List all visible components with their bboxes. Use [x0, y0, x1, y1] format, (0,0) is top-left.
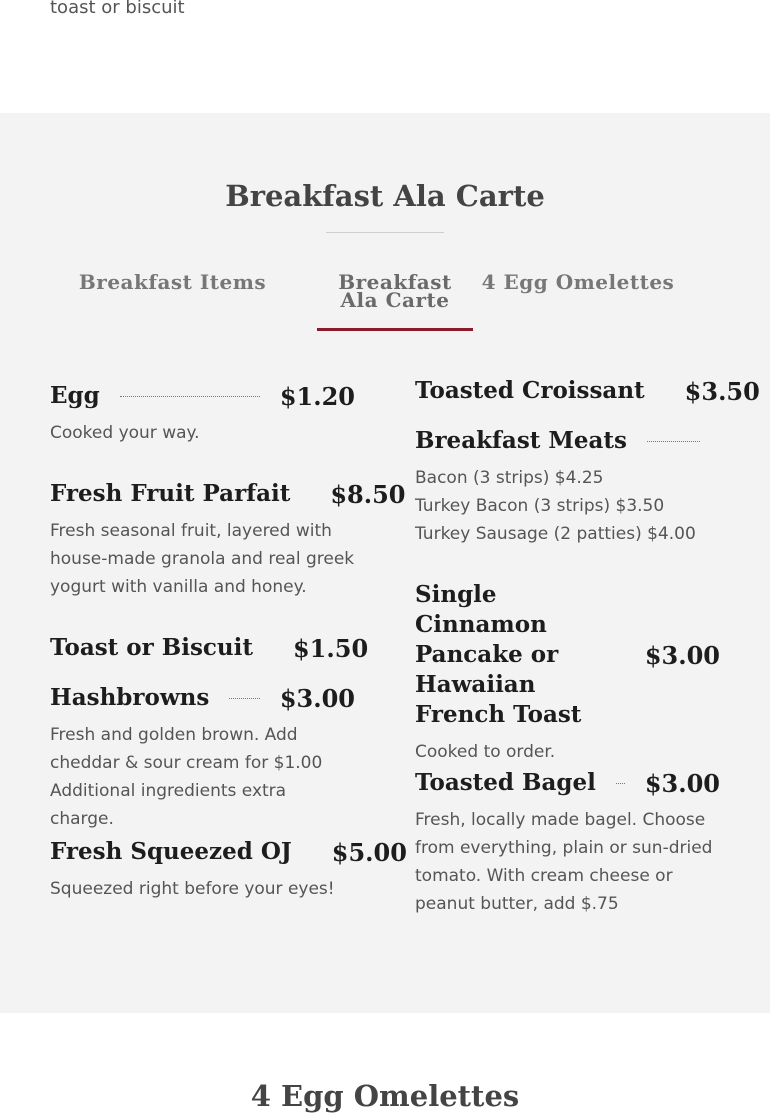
item-name: Toast or Biscuit	[50, 634, 253, 661]
item-price: $3.00	[279, 683, 355, 713]
dotted-leader	[647, 441, 700, 442]
tab-label-line-1: Breakfast	[338, 270, 452, 294]
menu-item-breakfast-meats	[415, 426, 720, 548]
item-price: $5.00	[331, 837, 407, 867]
item-name: Toasted Croissant	[415, 377, 645, 404]
item-description: Fresh, locally made bagel. Choose from everything, plain or sun-dried tomato. With cream cheese or peanut butter, add $.75	[415, 810, 713, 914]
menu-item-toasted-croissant	[415, 376, 760, 406]
dotted-leader	[229, 698, 260, 699]
menu-item-fresh-fruit-parfait	[50, 479, 406, 601]
tab-4-egg-omelettes[interactable]: 4 Egg Omelettes	[481, 270, 675, 294]
item-price: $3.00	[644, 768, 720, 798]
section-title: Breakfast Ala Carte	[225, 179, 545, 213]
item-price: $1.50	[292, 633, 369, 663]
item-price: $3.00	[644, 640, 720, 670]
item-name: Egg	[50, 382, 100, 409]
item-name: Breakfast Meats	[415, 427, 627, 454]
item-description	[50, 721, 355, 833]
dotted-leader	[120, 396, 260, 397]
description-line: Turkey Sausage (2 patties) $4.00	[415, 524, 696, 544]
item-description	[415, 464, 720, 548]
menu-item-toasted-bagel	[415, 768, 720, 918]
next-section	[0, 1013, 770, 1118]
tab-label-line-2: Ala Carte	[340, 288, 450, 312]
item-price: $3.50	[684, 376, 760, 406]
item-name: Fresh Fruit Parfait	[50, 480, 291, 507]
tab-breakfast-ala-carte[interactable]	[317, 270, 473, 312]
description-line: Fresh and golden brown. Add cheddar & sour cream for $1.00	[50, 725, 323, 773]
dotted-leader	[616, 783, 625, 784]
menu-item-fresh-squeezed-oj	[50, 837, 407, 903]
description-line: Bacon (3 strips) $4.25	[415, 468, 604, 488]
item-name: Single Cinnamon Pancake or Hawaiian French Toast	[415, 581, 582, 728]
menu-item-hashbrowns	[50, 683, 355, 833]
item-description: Fresh seasonal fruit, layered with house-made granola and real greek yogurt with vanilla and honey.	[50, 521, 355, 597]
item-name: Hashbrowns	[50, 684, 210, 711]
breakfast-ala-carte-section	[0, 113, 770, 1013]
previous-item-description: toast or biscuit	[50, 0, 185, 18]
item-description: Cooked to order.	[415, 742, 556, 762]
next-section-title: 4 Egg Omelettes	[250, 1079, 520, 1113]
title-divider	[326, 232, 444, 233]
item-description: Squeezed right before your eyes!	[50, 879, 335, 899]
item-name: Toasted Bagel	[415, 769, 596, 796]
menu-tabs	[0, 263, 770, 333]
active-tab-indicator	[317, 328, 473, 331]
previous-section	[0, 0, 770, 113]
item-name: Fresh Squeezed OJ	[50, 838, 292, 865]
description-line: Additional ingredients extra charge.	[50, 781, 287, 829]
tab-breakfast-items[interactable]: Breakfast Items	[78, 270, 267, 294]
menu-item-toast-or-biscuit	[50, 633, 369, 663]
menu-item-egg	[50, 381, 355, 447]
menu-item-cinnamon-pancake-or-french-toast	[415, 580, 720, 766]
item-description: Cooked your way.	[50, 423, 200, 443]
item-price: $1.20	[279, 381, 355, 411]
item-price: $8.50	[330, 479, 406, 509]
description-line: Turkey Bacon (3 strips) $3.50	[415, 496, 665, 516]
